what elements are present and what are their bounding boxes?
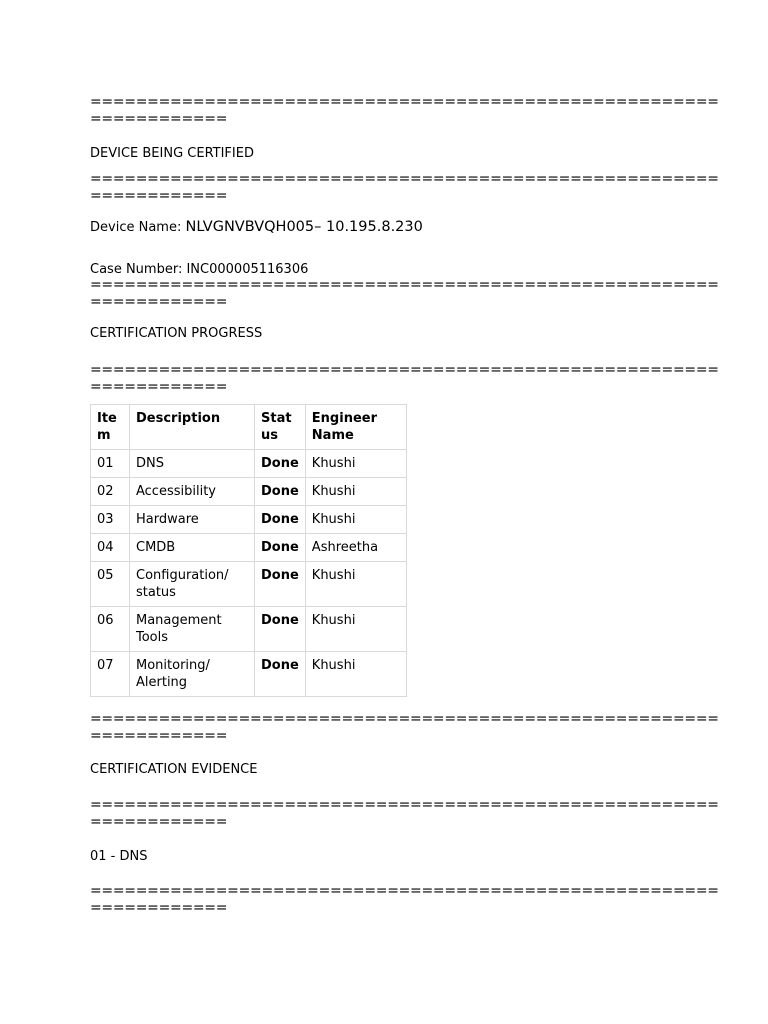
cell-item: 03 [91, 506, 130, 534]
table-header-row [91, 405, 407, 450]
device-name-line [90, 218, 423, 237]
cell-item: 02 [91, 478, 130, 506]
cell-status: Done [255, 478, 306, 506]
separator-line: ============ [90, 293, 228, 310]
cell-description [130, 652, 255, 697]
separator [90, 797, 719, 830]
cell-description [130, 607, 255, 652]
cell-engineer: Khushi [305, 607, 406, 652]
cell-item: 07 [91, 652, 130, 697]
case-number-value: INC000005116306 [186, 262, 309, 277]
separator-line: ======================================================= [90, 797, 719, 813]
cell-status: Done [255, 506, 306, 534]
section-heading-evidence: CERTIFICATION EVIDENCE [90, 762, 258, 777]
cell-item: 04 [91, 534, 130, 562]
table-row [91, 534, 407, 562]
certification-progress-table [90, 404, 407, 697]
cell-description [130, 562, 255, 607]
separator-line: ============ [90, 899, 228, 916]
case-number-line [90, 262, 308, 278]
cell-description: Accessibility [130, 478, 255, 506]
separator-line: ======================================================= [90, 94, 719, 110]
separator [90, 711, 719, 744]
cell-description: DNS [130, 450, 255, 478]
separator-line: ======================================================= [90, 171, 719, 187]
table-row [91, 607, 407, 652]
table-row [91, 652, 407, 697]
cell-item: 05 [91, 562, 130, 607]
separator-line: ======================================================= [90, 711, 719, 727]
cell-engineer: Khushi [305, 562, 406, 607]
separator-line: ============ [90, 187, 228, 204]
case-number-label: Case Number: [90, 262, 183, 277]
cell-item: 06 [91, 607, 130, 652]
column-header-item [91, 405, 130, 450]
cell-status: Done [255, 534, 306, 562]
column-header-description: Description [130, 405, 255, 450]
separator [90, 171, 719, 204]
cell-status: Done [255, 652, 306, 697]
column-header-status-text: Status [261, 411, 292, 443]
cell-status: Done [255, 450, 306, 478]
cell-description-text: Monitoring/ Alerting [136, 658, 210, 690]
separator-line: ======================================================= [90, 362, 719, 378]
cell-engineer: Khushi [305, 450, 406, 478]
cell-engineer: Khushi [305, 652, 406, 697]
device-name-label: Device Name: [90, 220, 182, 235]
device-name-value: NLVGNVBVQH005– 10.195.8.230 [185, 219, 423, 235]
cell-description: Hardware [130, 506, 255, 534]
cell-status: Done [255, 562, 306, 607]
column-header-item-text: Item [97, 411, 117, 443]
cell-description-text: Configuration/ status [136, 568, 229, 600]
table-row [91, 562, 407, 607]
separator [90, 883, 719, 916]
evidence-item-heading: 01 - DNS [90, 849, 148, 864]
separator-line: ======================================================= [90, 883, 719, 899]
separator-line: ============ [90, 813, 228, 830]
section-heading-progress: CERTIFICATION PROGRESS [90, 326, 263, 341]
column-header-engineer [305, 405, 406, 450]
table-row [91, 506, 407, 534]
cell-engineer: Ashreetha [305, 534, 406, 562]
cell-engineer: Khushi [305, 478, 406, 506]
cell-description-text: Management Tools [136, 613, 222, 645]
cell-engineer: Khushi [305, 506, 406, 534]
separator [90, 94, 719, 127]
table-row [91, 478, 407, 506]
separator-line: ======================================================= [90, 277, 719, 293]
cell-status: Done [255, 607, 306, 652]
separator-line: ============ [90, 727, 228, 744]
separator-line: ============ [90, 378, 228, 395]
separator [90, 362, 719, 395]
column-header-status [255, 405, 306, 450]
section-heading-device: DEVICE BEING CERTIFIED [90, 146, 254, 161]
separator-line: ============ [90, 110, 228, 127]
table-row [91, 450, 407, 478]
column-header-engineer-text: Engineer Name [311, 411, 377, 443]
separator [90, 277, 719, 310]
cell-description: CMDB [130, 534, 255, 562]
cell-item: 01 [91, 450, 130, 478]
